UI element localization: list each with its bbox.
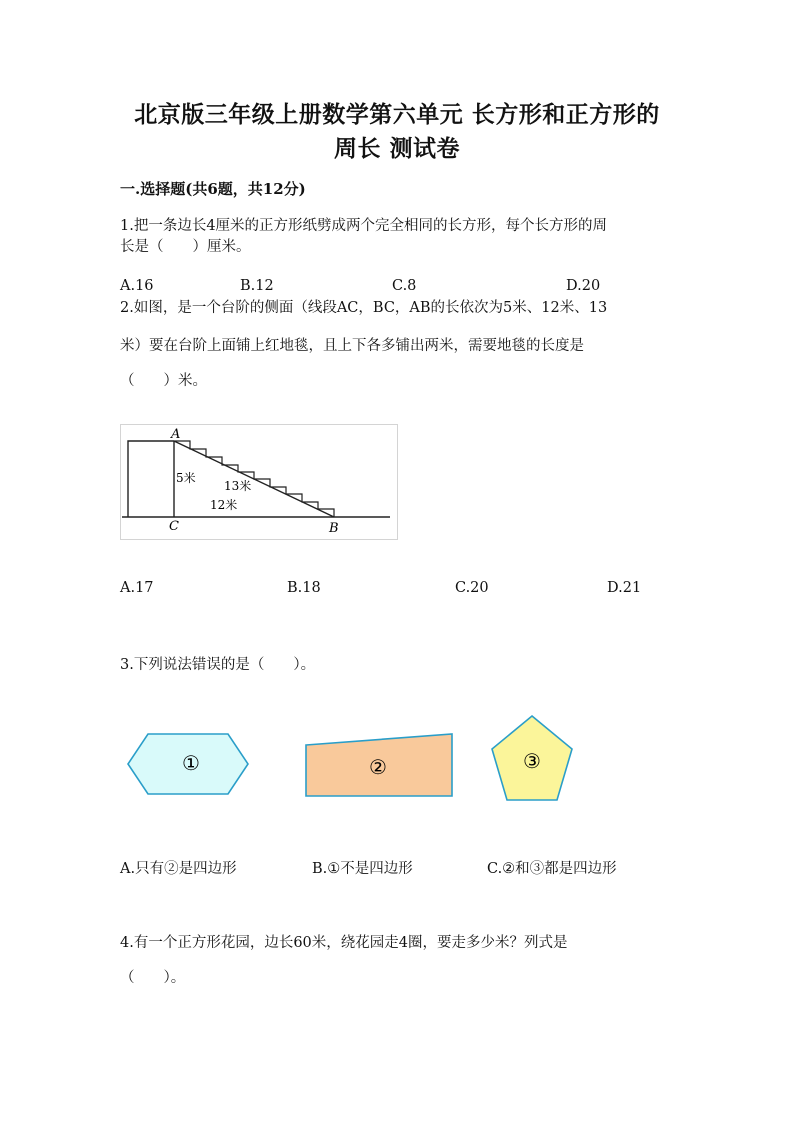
label-c: C bbox=[169, 519, 179, 534]
label-ac: 5米 bbox=[176, 471, 196, 485]
question-3-option-a: A.只有②是四边形 bbox=[120, 861, 237, 877]
label-ab: 13米 bbox=[224, 479, 252, 493]
page-title-line2: 周长 测试卷 bbox=[333, 135, 460, 162]
question-1-option-c: C.8 bbox=[392, 278, 417, 294]
label-bc: 12米 bbox=[210, 498, 238, 512]
question-2-line2: 米）要在台阶上面铺上红地毯，且上下各多铺出两米，需要地毯的长度是 bbox=[120, 338, 584, 354]
question-2-line1: 2.如图，是一个台阶的侧面（线段AC，BC，AB的长依次为5米、12米、13 bbox=[120, 300, 608, 316]
question-4-line2: （ ）。 bbox=[120, 970, 186, 986]
label-b: B bbox=[329, 521, 339, 536]
question-2-option-c: C.20 bbox=[455, 580, 489, 596]
question-3-line1: 3.下列说法错误的是（ ）。 bbox=[120, 657, 316, 673]
question-2-line3: （ ）米。 bbox=[120, 373, 207, 389]
label-a: A bbox=[171, 427, 181, 442]
shape-1-label: ① bbox=[182, 751, 200, 775]
shape-2-label: ② bbox=[369, 755, 387, 779]
question-1-line2: 长是（ ）厘米。 bbox=[120, 239, 251, 255]
page-title-line1: 北京版三年级上册数学第六单元 长方形和正方形的 bbox=[134, 101, 660, 128]
section-heading: 一.选择题(共6题，共12分) bbox=[120, 180, 306, 198]
question-2-option-a: A.17 bbox=[120, 580, 154, 596]
question-2-option-d: D.21 bbox=[607, 580, 642, 596]
question-2-option-b: B.18 bbox=[287, 580, 321, 596]
question-3-option-c: C.②和③都是四边形 bbox=[487, 861, 617, 877]
question-1-line1: 1.把一条边长4厘米的正方形纸劈成两个完全相同的长方形，每个长方形的周 bbox=[120, 218, 608, 234]
question-3-option-b: B.①不是四边形 bbox=[312, 861, 413, 877]
question-1-option-b: B.12 bbox=[240, 278, 274, 294]
shape-3-label: ③ bbox=[523, 749, 541, 773]
question-4-line1: 4.有一个正方形花园，边长60米，绕花园走4圈，要走多少米？列式是 bbox=[120, 935, 568, 951]
shapes-figure bbox=[120, 710, 580, 810]
question-1-option-d: D.20 bbox=[566, 278, 601, 294]
staircase-figure bbox=[120, 424, 398, 540]
question-1-option-a: A.16 bbox=[120, 278, 154, 294]
